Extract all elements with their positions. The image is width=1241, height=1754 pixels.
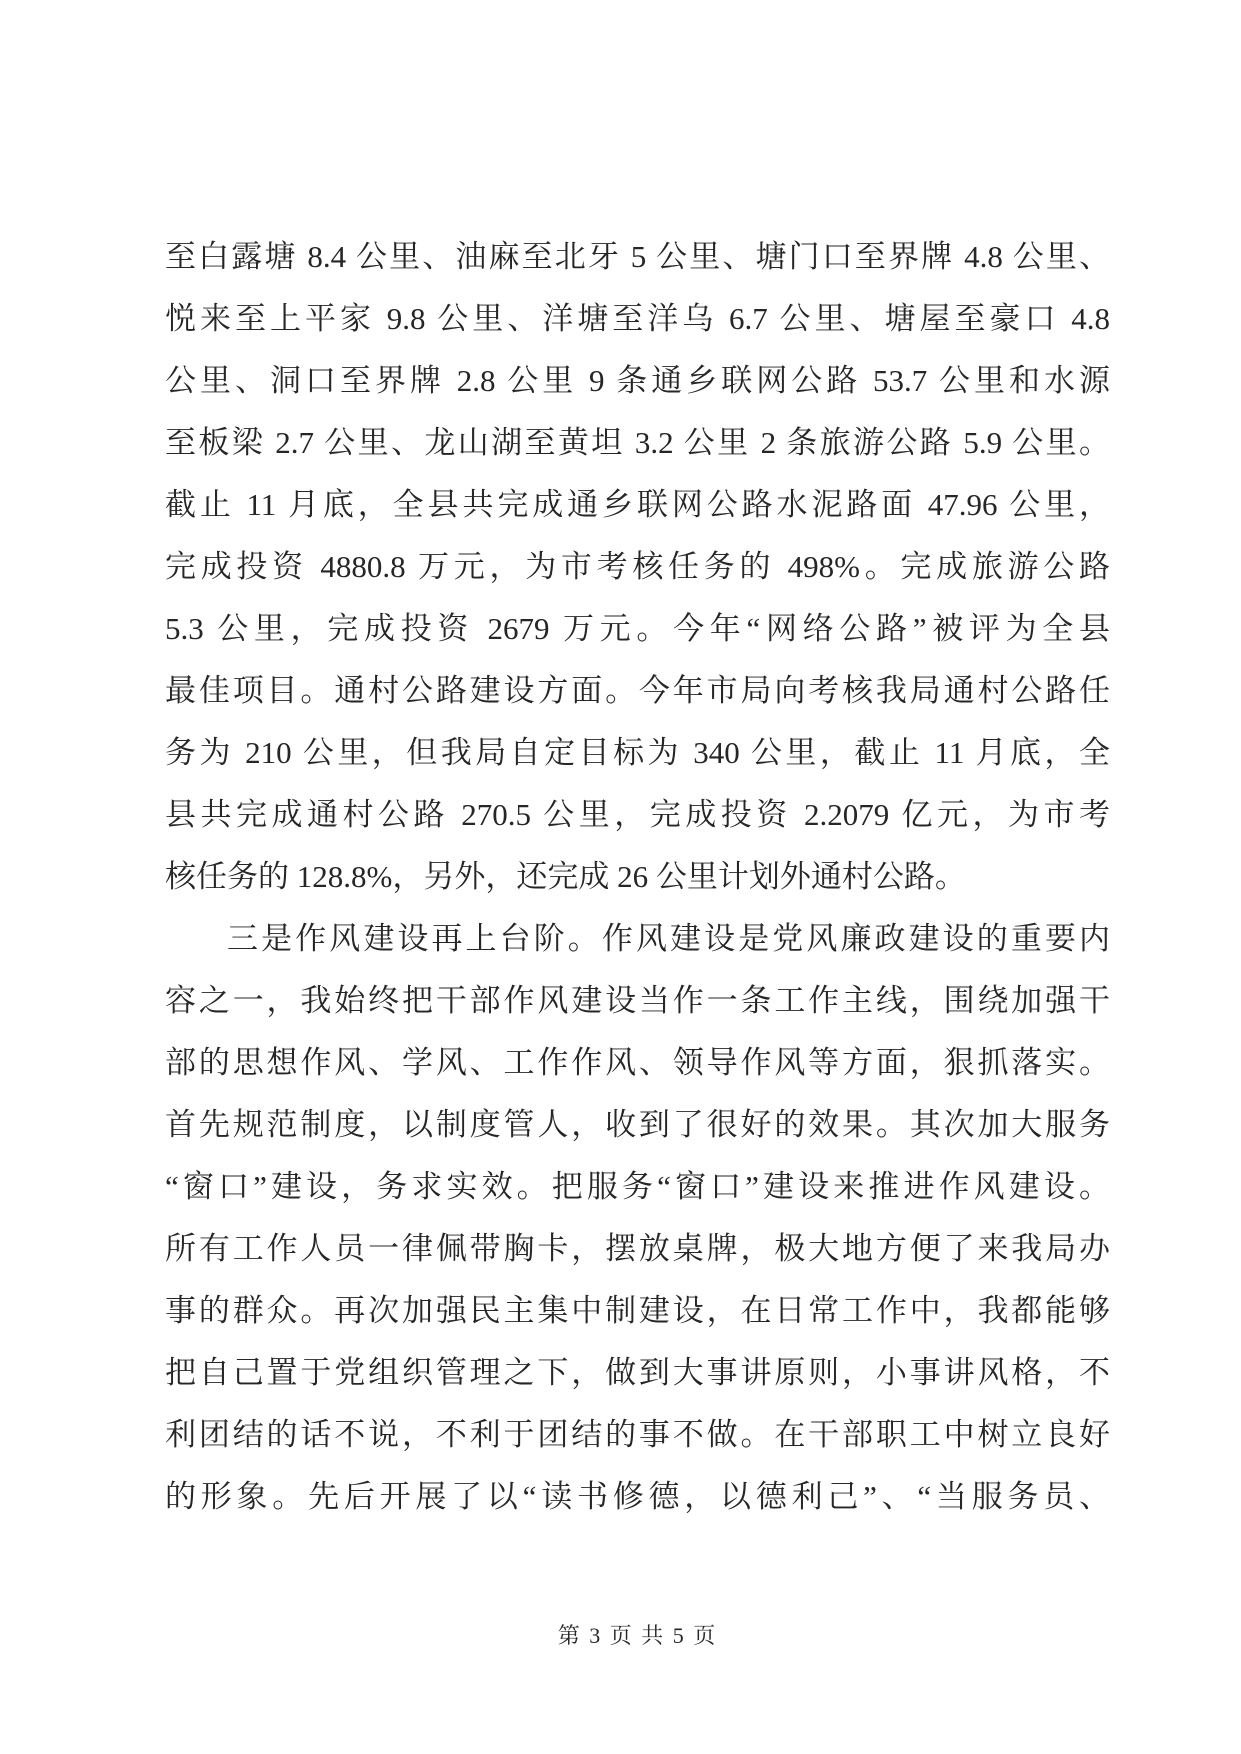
text-line: 悦来至上平家 9.8 公里、洋塘至洋乌 6.7 公里、塘屋至豪口 4.8 xyxy=(165,301,1110,336)
text-line: 公里、洞口至界牌 2.8 公里 9 条通乡联网公路 53.7 公里和水源 xyxy=(165,363,1110,398)
text-line: 县共完成通村公路 270.5 公里，完成投资 2.2079 亿元，为市考 xyxy=(165,797,1110,832)
text-line: 至白露塘 8.4 公里、油麻至北牙 5 公里、塘门口至界牌 4.8 公里、 xyxy=(165,239,1110,274)
text-line: 事的群众。再次加强民主集中制建设，在日常工作中，我都能够 xyxy=(165,1293,1110,1328)
document-body xyxy=(165,226,1110,1528)
text-line: 最佳项目。通村公路建设方面。今年市局向考核我局通村公路任 xyxy=(165,673,1110,708)
text-line: 完成投资 4880.8 万元，为市考核任务的 498%。完成旅游公路 xyxy=(165,549,1110,584)
text-line: 首先规范制度，以制度管人，收到了很好的效果。其次加大服务 xyxy=(165,1107,1110,1142)
text-line: 所有工作人员一律佩带胸卡，摆放桌牌，极大地方便了来我局办 xyxy=(165,1231,1110,1266)
paragraph xyxy=(165,908,1110,1528)
paragraph xyxy=(165,226,1110,908)
text-line: 部的思想作风、学风、工作作风、领导作风等方面，狠抓落实。 xyxy=(165,1045,1110,1080)
text-line: 截止 11 月底，全县共完成通乡联网公路水泥路面 47.96 公里， xyxy=(165,487,1110,522)
text-line: 至板梁 2.7 公里、龙山湖至黄坦 3.2 公里 2 条旅游公路 5.9 公里。 xyxy=(165,425,1110,460)
text-line: “窗口”建设，务求实效。把服务“窗口”建设来推进作风建设。 xyxy=(165,1169,1110,1204)
text-line: 的形象。先后开展了以“读书修德，以德利己”、“当服务员、 xyxy=(165,1479,1110,1514)
page-number-label: 第 3 页 共 5 页 xyxy=(557,1623,718,1648)
text-line: 三是作风建设再上台阶。作风建设是党风廉政建设的重要内 xyxy=(227,921,1110,956)
text-line: 务为 210 公里，但我局自定目标为 340 公里，截止 11 月底，全 xyxy=(165,735,1110,770)
text-line: 容之一，我始终把干部作风建设当作一条工作主线，围绕加强干 xyxy=(165,983,1110,1018)
text-line: 把自己置于党组织管理之下，做到大事讲原则，小事讲风格，不 xyxy=(165,1355,1110,1390)
text-line: 5.3 公里，完成投资 2679 万元。今年“网络公路”被评为全县 xyxy=(165,611,1110,646)
page-footer xyxy=(165,1621,1110,1651)
text-line: 利团结的话不说，不利于团结的事不做。在干部职工中树立良好 xyxy=(165,1417,1110,1452)
text-line: 核任务的 128.8%，另外，还完成 26 公里计划外通村公路。 xyxy=(165,859,966,894)
